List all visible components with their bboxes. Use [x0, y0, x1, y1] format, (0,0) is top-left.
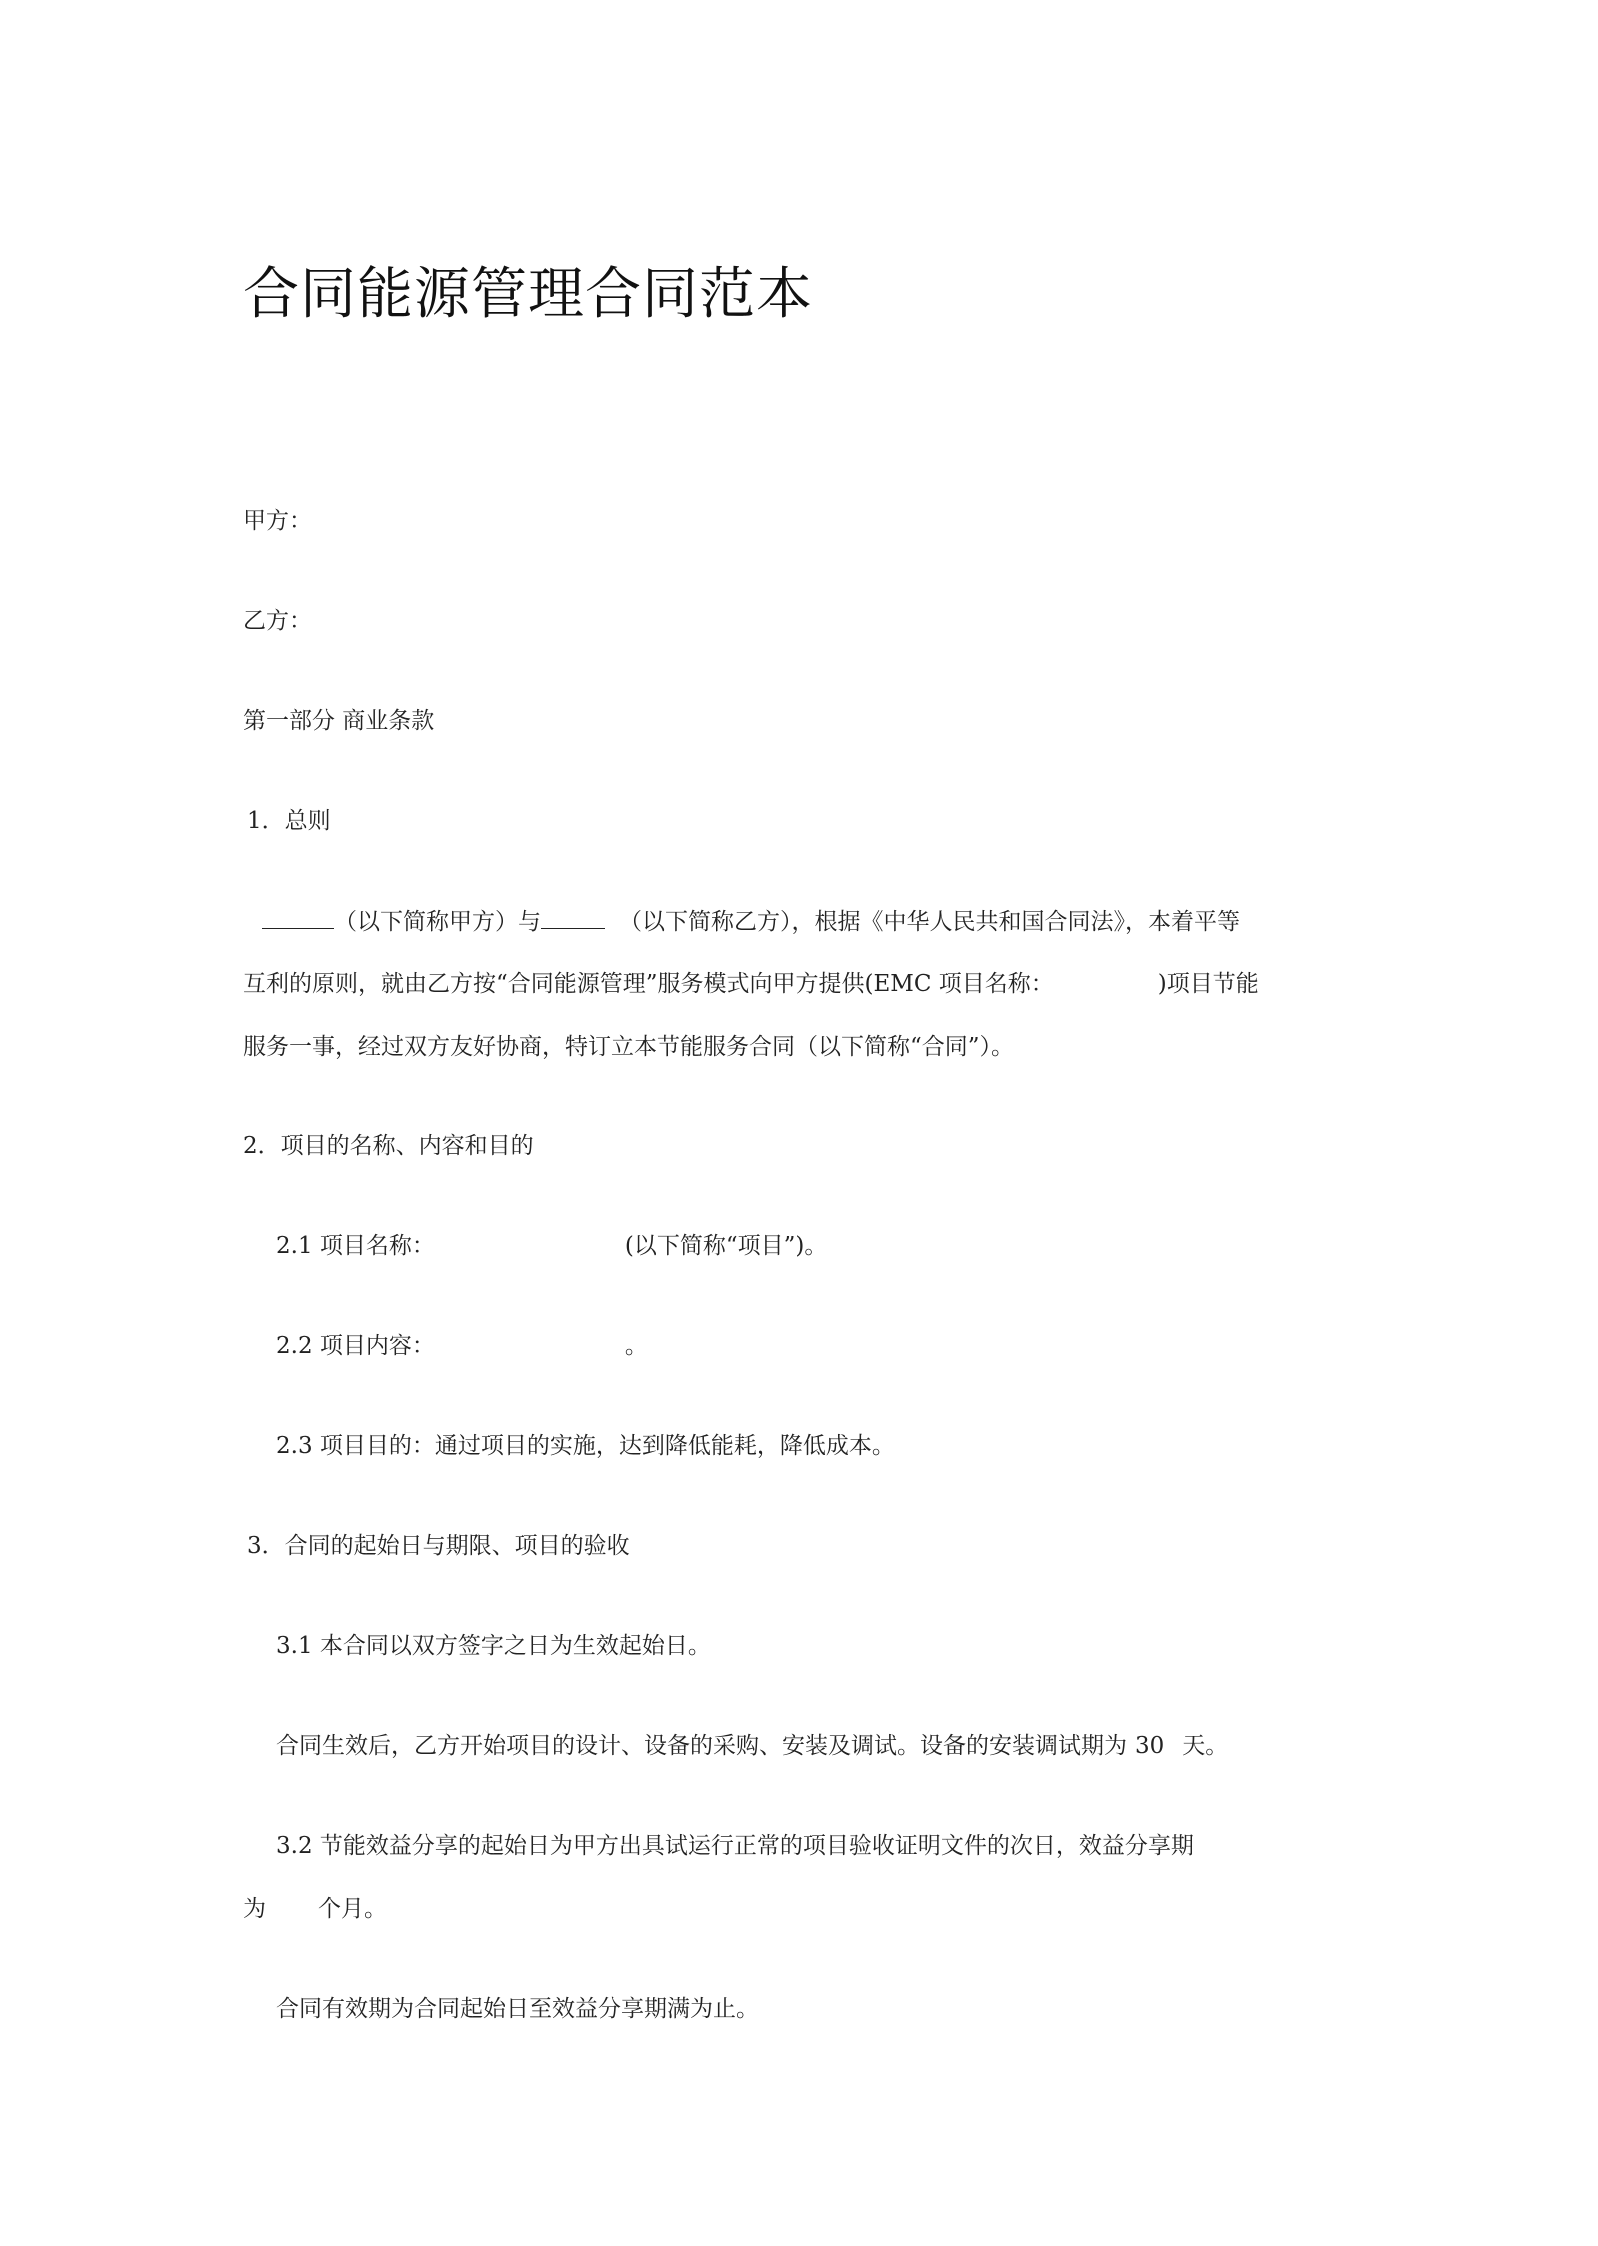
section3-para2: 合同有效期为合同起始日至效益分享期满为止。 [276, 1996, 759, 2022]
party-b-label: 乙方： [243, 608, 312, 634]
section1-para-line3: 服务一事，经过双方友好协商，特订立本节能服务合同（以下简称“合同”）。 [243, 1034, 1015, 1060]
section3-item1: 3.1 本合同以双方签字之日为生效起始日。 [276, 1633, 711, 1659]
section2-item2 [276, 1331, 648, 1361]
section3-heading: 3．合同的起始日与期限、项目的验收 [247, 1533, 630, 1559]
section3-item2-line1: 3.2 节能效益分享的起始日为甲方出具试运行正常的项目验收证明文件的次日，效益分享期 [276, 1833, 1194, 1859]
part-one-heading: 第一部分 商业条款 [243, 708, 435, 734]
section3-item2-line2 [243, 1894, 387, 1924]
item2-line2-b: 个月。 [318, 1896, 387, 1922]
item1-label: 2.1 项目名称： [276, 1233, 435, 1259]
blank-party-b [541, 906, 605, 929]
section1-line2-a: 互利的原则，就由乙方按“合同能源管理”服务模式向甲方提供(EMC 项目名称： [243, 971, 1054, 997]
section2-item3: 2.3 项目目的：通过项目的实施，达到降低能耗，降低成本。 [276, 1433, 895, 1459]
document-title: 合同能源管理合同范本 [243, 262, 813, 327]
item2-suffix: 。 [624, 1333, 648, 1359]
install-days-value: 30 [1135, 1733, 1165, 1759]
item2-label: 2.2 项目内容： [276, 1333, 435, 1359]
item1-suffix: (以下简称“项目”)。 [624, 1233, 828, 1259]
section1-heading: 1．总则 [247, 808, 331, 834]
para1-text-a: 合同生效后，乙方开始项目的设计、设备的采购、安装及调试。设备的安装调试期为 [276, 1733, 1127, 1759]
section1-line1-b: （以下简称乙方），根据《中华人民共和国合同法》，本着平等 [619, 909, 1240, 935]
party-a-label: 甲方： [243, 508, 312, 534]
section3-para1 [276, 1731, 1228, 1761]
section2-heading: 2．项目的名称、内容和目的 [243, 1133, 534, 1159]
section1-para-line2 [243, 969, 1259, 999]
item2-line2-a: 为 [243, 1896, 266, 1922]
para1-text-b: 天。 [1182, 1733, 1229, 1759]
section1-para-line1 [262, 906, 1240, 937]
section2-item1 [276, 1231, 827, 1261]
blank-party-a [262, 906, 334, 929]
section1-line1-a: （以下简称甲方）与 [334, 909, 541, 935]
section1-line2-b: )项目节能 [1157, 971, 1259, 997]
